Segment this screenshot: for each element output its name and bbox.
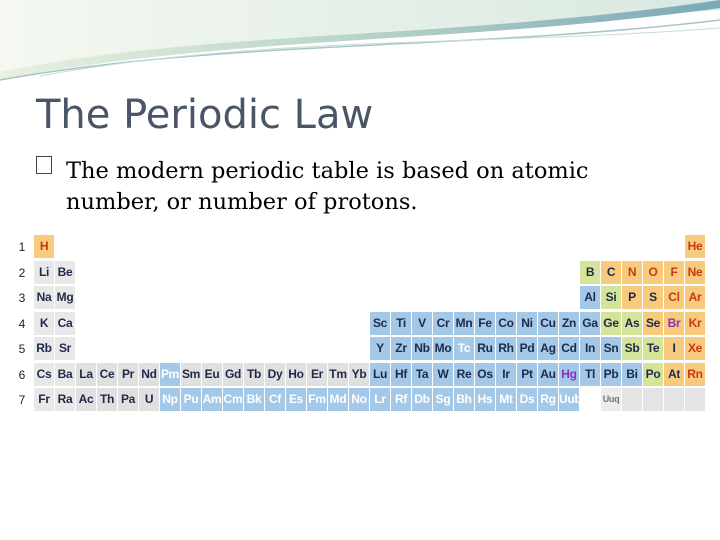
element-sm: Sm — [181, 363, 201, 386]
element-ge: Ge — [601, 312, 621, 335]
element-zr: Zr — [391, 337, 411, 360]
element-mn: Mn — [454, 312, 474, 335]
element-er: Er — [307, 363, 327, 386]
element-he: He — [685, 235, 705, 258]
element-dy: Dy — [265, 363, 285, 386]
element-p: P — [622, 286, 642, 309]
element-db: Db — [412, 388, 432, 411]
element-es: Es — [286, 388, 306, 411]
element-rn: Rn — [685, 363, 705, 386]
element-cr: Cr — [433, 312, 453, 335]
element-fm: Fm — [307, 388, 327, 411]
element-empty — [664, 388, 684, 411]
element-pt: Pt — [517, 363, 537, 386]
period-number: 3 — [18, 291, 26, 305]
element-rg: Rg — [538, 388, 558, 411]
period-number: 6 — [18, 367, 26, 382]
element-pm: Pm — [160, 363, 180, 386]
element-cf: Cf — [265, 388, 285, 411]
element-la: La — [76, 363, 96, 386]
element-nd: Nd — [139, 363, 159, 386]
element-lr: Lr — [370, 388, 390, 411]
element-ag: Ag — [538, 337, 558, 360]
element-i: I — [664, 337, 684, 360]
element-in: In — [580, 337, 600, 360]
element-pb: Pb — [601, 363, 621, 386]
element-cu: Cu — [538, 312, 558, 335]
element-md: Md — [328, 388, 348, 411]
element-y: Y — [370, 337, 390, 360]
element-uuq: Uuq — [601, 388, 621, 411]
element-ca: Ca — [55, 312, 75, 335]
element-ne: Ne — [685, 261, 705, 284]
element-hf: Hf — [391, 363, 411, 386]
element-ac: Ac — [76, 388, 96, 411]
element-ar: Ar — [685, 286, 705, 309]
element-sc: Sc — [370, 312, 390, 335]
element-empty — [685, 388, 705, 411]
element-xe: Xe — [685, 337, 705, 360]
element-tc: Tc — [454, 337, 474, 360]
element-mo: Mo — [433, 337, 453, 360]
element-cl: Cl — [664, 286, 684, 309]
element-bk: Bk — [244, 388, 264, 411]
element-se: Se — [643, 312, 663, 335]
element-yb: Yb — [349, 363, 369, 386]
period-number: 7 — [18, 393, 26, 407]
element-mt: Mt — [496, 388, 516, 411]
element-sr: Sr — [55, 337, 75, 360]
element-c: C — [601, 261, 621, 284]
element-al: Al — [580, 286, 600, 309]
element-pa: Pa — [118, 388, 138, 411]
element-tl: Tl — [580, 363, 600, 386]
element-hs: Hs — [475, 388, 495, 411]
element-os: Os — [475, 363, 495, 386]
element-fe: Fe — [475, 312, 495, 335]
header-swoosh-decoration — [0, 0, 720, 90]
bullet-text-line-2: number, or number of protons. — [66, 189, 418, 215]
element-u: U — [139, 388, 159, 411]
element-sg: Sg — [433, 388, 453, 411]
element-am: Am — [202, 388, 222, 411]
element-br: Br — [664, 312, 684, 335]
element-rb: Rb — [34, 337, 54, 360]
element-ni: Ni — [517, 312, 537, 335]
element-sn: Sn — [601, 337, 621, 360]
element-ce: Ce — [97, 363, 117, 386]
element-empty — [622, 388, 642, 411]
element-co: Co — [496, 312, 516, 335]
element-as: As — [622, 312, 642, 335]
element-li: Li — [34, 261, 54, 284]
bullet-point — [36, 156, 676, 218]
element-tm: Tm — [328, 363, 348, 386]
element-uub: Uub — [559, 388, 579, 411]
element-pr: Pr — [118, 363, 138, 386]
element-empty — [643, 388, 663, 411]
element-np: Np — [160, 388, 180, 411]
element-o: O — [643, 261, 663, 284]
element-gd: Gd — [223, 363, 243, 386]
element-sb: Sb — [622, 337, 642, 360]
element-ho: Ho — [286, 363, 306, 386]
element-zn: Zn — [559, 312, 579, 335]
element-kr: Kr — [685, 312, 705, 335]
slide-title: The Periodic Law — [36, 92, 374, 138]
element-ga: Ga — [580, 312, 600, 335]
element-ir: Ir — [496, 363, 516, 386]
element-at: At — [664, 363, 684, 386]
element-k: K — [34, 312, 54, 335]
element-nb: Nb — [412, 337, 432, 360]
element-ta: Ta — [412, 363, 432, 386]
element-rh: Rh — [496, 337, 516, 360]
bullet-text-line-1: The modern periodic table is based on atomic — [66, 158, 589, 184]
element-ba: Ba — [55, 363, 75, 386]
element-au: Au — [538, 363, 558, 386]
element-rf: Rf — [391, 388, 411, 411]
element-po: Po — [643, 363, 663, 386]
element-re: Re — [454, 363, 474, 386]
element-cd: Cd — [559, 337, 579, 360]
element-be: Be — [55, 261, 75, 284]
element-b: B — [580, 261, 600, 284]
period-number: 2 — [18, 265, 26, 280]
element-na: Na — [34, 286, 54, 309]
element-n: N — [622, 261, 642, 284]
element-fr: Fr — [34, 388, 54, 411]
period-number: 5 — [18, 342, 26, 356]
element-tb: Tb — [244, 363, 264, 386]
element-f: F — [664, 261, 684, 284]
element-th: Th — [97, 388, 117, 411]
element-ru: Ru — [475, 337, 495, 360]
element-ra: Ra — [55, 388, 75, 411]
period-number: 4 — [18, 316, 26, 331]
element-bi: Bi — [622, 363, 642, 386]
element-cs: Cs — [34, 363, 54, 386]
bullet-marker-icon — [36, 156, 52, 174]
element-pu: Pu — [181, 388, 201, 411]
element-ti: Ti — [391, 312, 411, 335]
element-bh: Bh — [454, 388, 474, 411]
period-number: 1 — [18, 240, 26, 254]
element-mg: Mg — [55, 286, 75, 309]
element-lu: Lu — [370, 363, 390, 386]
element-h: H — [34, 235, 54, 258]
element-v: V — [412, 312, 432, 335]
element-cm: Cm — [223, 388, 243, 411]
element-pd: Pd — [517, 337, 537, 360]
periodic-table — [14, 235, 708, 413]
element-te: Te — [643, 337, 663, 360]
element-no: No — [349, 388, 369, 411]
element-ds: Ds — [517, 388, 537, 411]
element-hg: Hg — [559, 363, 579, 386]
element-si: Si — [601, 286, 621, 309]
element-w: W — [433, 363, 453, 386]
element-eu: Eu — [202, 363, 222, 386]
element-s: S — [643, 286, 663, 309]
